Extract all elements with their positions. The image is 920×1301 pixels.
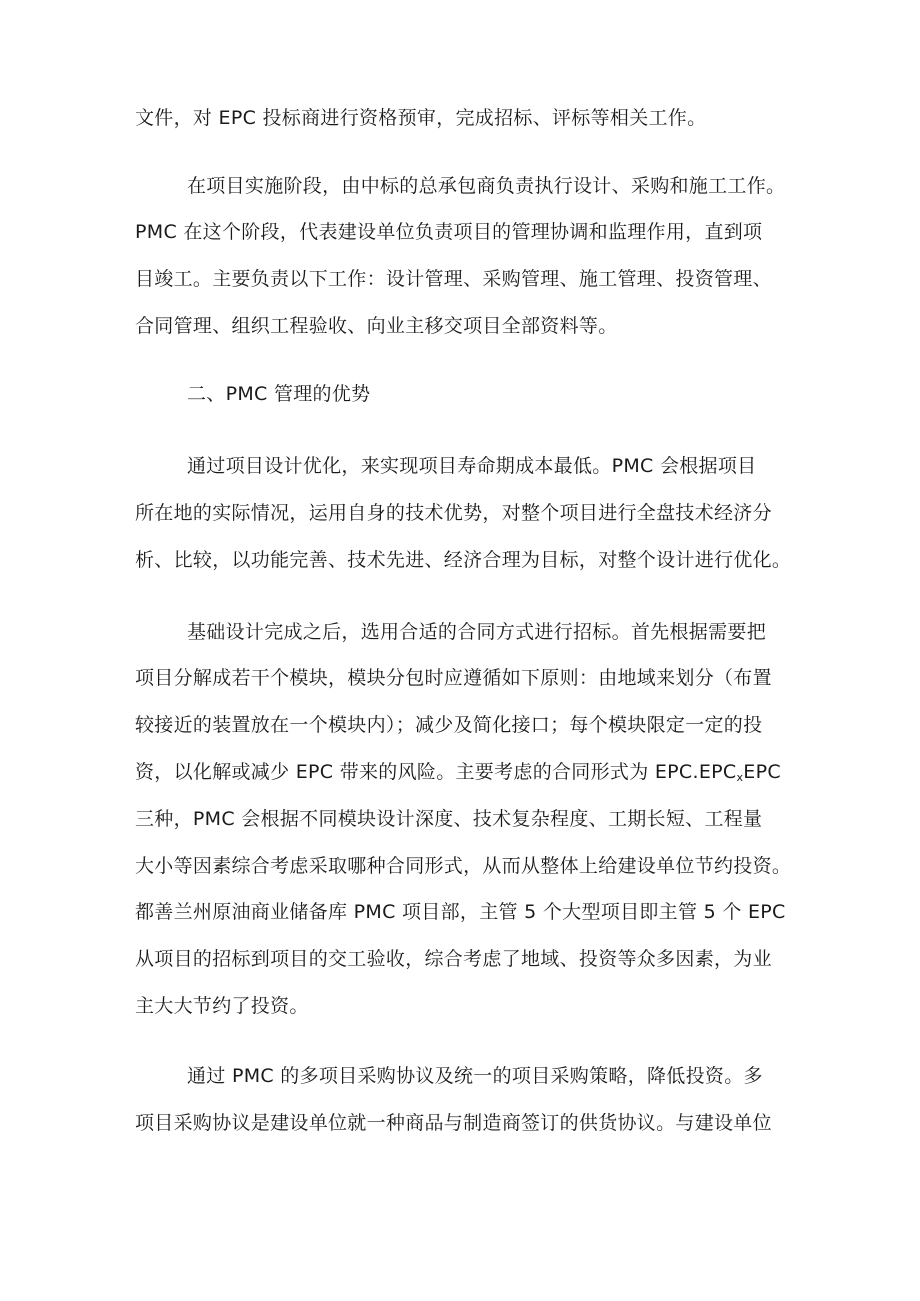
paragraph-line: 通过项目设计优化，来实现项目寿命期成本最低。PMC 会根据项目 xyxy=(187,455,757,477)
paragraph-line: 目竣工。主要负责以下工作：设计管理、采购管理、施工管理、投资管理、 xyxy=(135,268,772,290)
subscript-text: x xyxy=(736,771,744,784)
paragraph-line: 基础设计完成之后，选用合适的合同方式进行招标。首先根据需要把 xyxy=(187,621,767,643)
paragraph-line: 三种，PMC 会根据不同模块设计深度、技术复杂程度、工期长短、工程量 xyxy=(135,808,763,830)
paragraph-line: 所在地的实际情况，运用自身的技术优势，对整个项目进行全盘技术经济分 xyxy=(135,502,772,524)
paragraph-line: 项目分解成若干个模块，模块分包时应遵循如下原则：由地域来划分（布置 xyxy=(135,667,772,689)
paragraph-line: 合同管理、组织工程验收、向业主移交项目全部资料等。 xyxy=(135,315,618,337)
paragraph-line: 在项目实施阶段，由中标的总承包商负责执行设计、采购和施工工作。 xyxy=(187,175,786,197)
paragraph-line: 项目采购协议是建设单位就一种商品与制造商签订的供货协议。与建设单位 xyxy=(135,1112,772,1134)
paragraph-text: 资，以化解或减少 EPC 带来的风险。主要考虑的合同形式为 EPC.EPC xyxy=(135,761,737,783)
paragraph-line: 大小等因素综合考虑采取哪种合同形式，从而从整体上给建设单位节约投资。 xyxy=(135,855,792,877)
paragraph-line: PMC 在这个阶段，代表建设单位负责项目的管理协调和监理作用，直到项 xyxy=(135,221,763,243)
paragraph-line xyxy=(135,758,795,786)
paragraph-line: 都善兰州原油商业储备库 PMC 项目部，主管 5 个大型项目即主管 5 个 EPC xyxy=(135,901,786,923)
paragraph-line: 较接近的装置放在一个模块内）；减少及简化接口；每个模块限定一定的投 xyxy=(135,714,763,736)
paragraph-line: 从项目的招标到项目的交工验收，综合考虑了地域、投资等众多因素，为业 xyxy=(135,948,772,970)
paragraph-line: 通过 PMC 的多项目采购协议及统一的项目采购策略，降低投资。多 xyxy=(187,1065,763,1087)
paragraph-line: 文件，对 EPC 投标商进行资格预审，完成招标、评标等相关工作。 xyxy=(135,107,707,129)
paragraph-text: EPC xyxy=(743,761,781,783)
paragraph-line: 析、比较，以功能完善、技术先进、经济合理为目标，对整个设计进行优化。 xyxy=(135,549,792,571)
section-heading: 二、PMC 管理的优势 xyxy=(187,383,371,405)
paragraph-line: 主大大节约了投资。 xyxy=(135,995,309,1017)
